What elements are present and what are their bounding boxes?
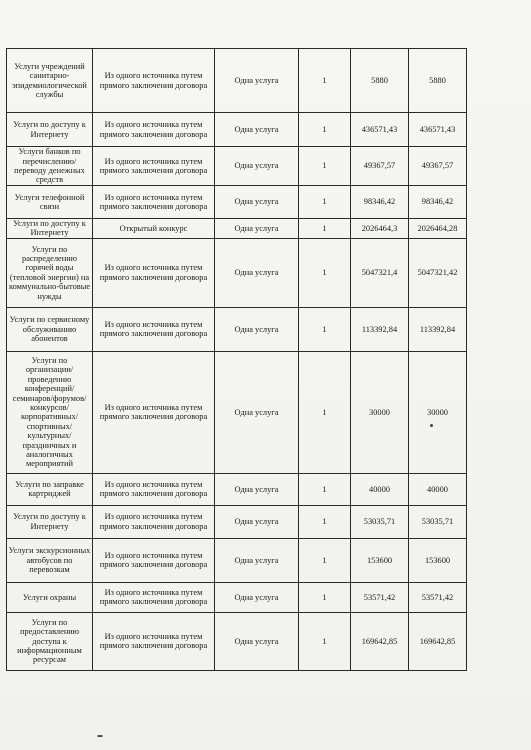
- unit-cell: Одна услуга: [215, 147, 299, 186]
- quantity-cell: 1: [299, 351, 351, 473]
- table-row: [7, 219, 467, 239]
- unit-cell: Одна услуга: [215, 113, 299, 147]
- service-name-cell: Услуги по доступу к Интернету: [7, 113, 93, 147]
- service-name-cell: Услуги телефонной связи: [7, 186, 93, 219]
- quantity-cell: 1: [299, 113, 351, 147]
- procurement-method-cell: Из одного источника путем прямого заключения договора: [93, 582, 215, 612]
- price-cell: 30000: [351, 351, 409, 473]
- total-cell: 436571,43: [409, 113, 467, 147]
- unit-cell: Одна услуга: [215, 582, 299, 612]
- table-row: [7, 147, 467, 186]
- price-cell: 5880: [351, 49, 409, 113]
- price-cell: 2026464,3: [351, 219, 409, 239]
- table-row: [7, 49, 467, 113]
- table-row: [7, 505, 467, 538]
- procurement-method-cell: Из одного источника путем прямого заключения договора: [93, 538, 215, 582]
- quantity-cell: 1: [299, 147, 351, 186]
- procurement-method-cell: Из одного источника путем прямого заключения договора: [93, 351, 215, 473]
- unit-cell: Одна услуга: [215, 351, 299, 473]
- table-row: [7, 612, 467, 670]
- procurement-method-cell: Из одного источника путем прямого заключения договора: [93, 505, 215, 538]
- price-cell: 53571,42: [351, 582, 409, 612]
- price-cell: 98346,42: [351, 186, 409, 219]
- total-cell: 169642,85: [409, 612, 467, 670]
- total-cell: 49367,57: [409, 147, 467, 186]
- unit-cell: Одна услуга: [215, 505, 299, 538]
- procurement-method-cell: Из одного источника путем прямого заключения договора: [93, 238, 215, 307]
- quantity-cell: 1: [299, 612, 351, 670]
- table-row: [7, 307, 467, 351]
- price-cell: 169642,85: [351, 612, 409, 670]
- service-name-cell: Услуги по сервисному обслуживанию абонентов: [7, 307, 93, 351]
- price-cell: 40000: [351, 473, 409, 505]
- total-cell: 153600: [409, 538, 467, 582]
- total-cell: 53035,71: [409, 505, 467, 538]
- procurement-method-cell: Из одного источника путем прямого заключения договора: [93, 307, 215, 351]
- procurement-method-cell: Открытый конкурс: [93, 219, 215, 239]
- quantity-cell: 1: [299, 238, 351, 307]
- price-cell: 113392,84: [351, 307, 409, 351]
- service-name-cell: Услуги по организации/проведению конференций/семинаров/форумов/конкурсов/корпоративных/спортивных/культурных/праздничных и аналогичных мероприятий: [7, 351, 93, 473]
- unit-cell: Одна услуга: [215, 612, 299, 670]
- table-row: [7, 113, 467, 147]
- procurement-table: [6, 48, 467, 671]
- total-cell: 113392,84: [409, 307, 467, 351]
- quantity-cell: 1: [299, 219, 351, 239]
- unit-cell: Одна услуга: [215, 49, 299, 113]
- price-cell: 436571,43: [351, 113, 409, 147]
- quantity-cell: 1: [299, 538, 351, 582]
- service-name-cell: Услуги учреждений санитарно-эпидемиологической службы: [7, 49, 93, 113]
- quantity-cell: 1: [299, 473, 351, 505]
- service-name-cell: Услуги по доступу к Интернету: [7, 505, 93, 538]
- table-row: [7, 473, 467, 505]
- total-cell: 5880: [409, 49, 467, 113]
- total-cell: 30000: [409, 351, 467, 473]
- quantity-cell: 1: [299, 49, 351, 113]
- price-cell: 49367,57: [351, 147, 409, 186]
- procurement-method-cell: Из одного источника путем прямого заключения договора: [93, 186, 215, 219]
- service-name-cell: Услуги охраны: [7, 582, 93, 612]
- service-name-cell: Услуги по распределению горячей воды (тепловой энергии) на коммунально-бытовые нужды: [7, 238, 93, 307]
- service-name-cell: Услуги по доступу к Интернету: [7, 219, 93, 239]
- quantity-cell: 1: [299, 582, 351, 612]
- total-cell: 98346,42: [409, 186, 467, 219]
- unit-cell: Одна услуга: [215, 238, 299, 307]
- procurement-method-cell: Из одного источника путем прямого заключения договора: [93, 612, 215, 670]
- table-row: [7, 582, 467, 612]
- price-cell: 53035,71: [351, 505, 409, 538]
- unit-cell: Одна услуга: [215, 186, 299, 219]
- scan-speck: [430, 424, 433, 427]
- quantity-cell: 1: [299, 505, 351, 538]
- table-row: [7, 538, 467, 582]
- quantity-cell: 1: [299, 307, 351, 351]
- unit-cell: Одна услуга: [215, 307, 299, 351]
- procurement-method-cell: Из одного источника путем прямого заключения договора: [93, 147, 215, 186]
- scan-speck: [97, 735, 103, 737]
- total-cell: 5047321,42: [409, 238, 467, 307]
- quantity-cell: 1: [299, 186, 351, 219]
- service-name-cell: Услуги по предоставлению доступа к информационным ресурсам: [7, 612, 93, 670]
- unit-cell: Одна услуга: [215, 219, 299, 239]
- service-name-cell: Услуги банков по перечислению/переводу денежных средств: [7, 147, 93, 186]
- total-cell: 40000: [409, 473, 467, 505]
- procurement-method-cell: Из одного источника путем прямого заключения договора: [93, 473, 215, 505]
- procurement-method-cell: Из одного источника путем прямого заключения договора: [93, 49, 215, 113]
- table-row: [7, 238, 467, 307]
- procurement-method-cell: Из одного источника путем прямого заключения договора: [93, 113, 215, 147]
- service-name-cell: Услуги экскурсионных автобусов по перевозкам: [7, 538, 93, 582]
- unit-cell: Одна услуга: [215, 538, 299, 582]
- table-row: [7, 351, 467, 473]
- price-cell: 153600: [351, 538, 409, 582]
- total-cell: 53571,42: [409, 582, 467, 612]
- unit-cell: Одна услуга: [215, 473, 299, 505]
- total-cell: 2026464,28: [409, 219, 467, 239]
- price-cell: 5047321,4: [351, 238, 409, 307]
- service-name-cell: Услуги по заправке картриджей: [7, 473, 93, 505]
- table-row: [7, 186, 467, 219]
